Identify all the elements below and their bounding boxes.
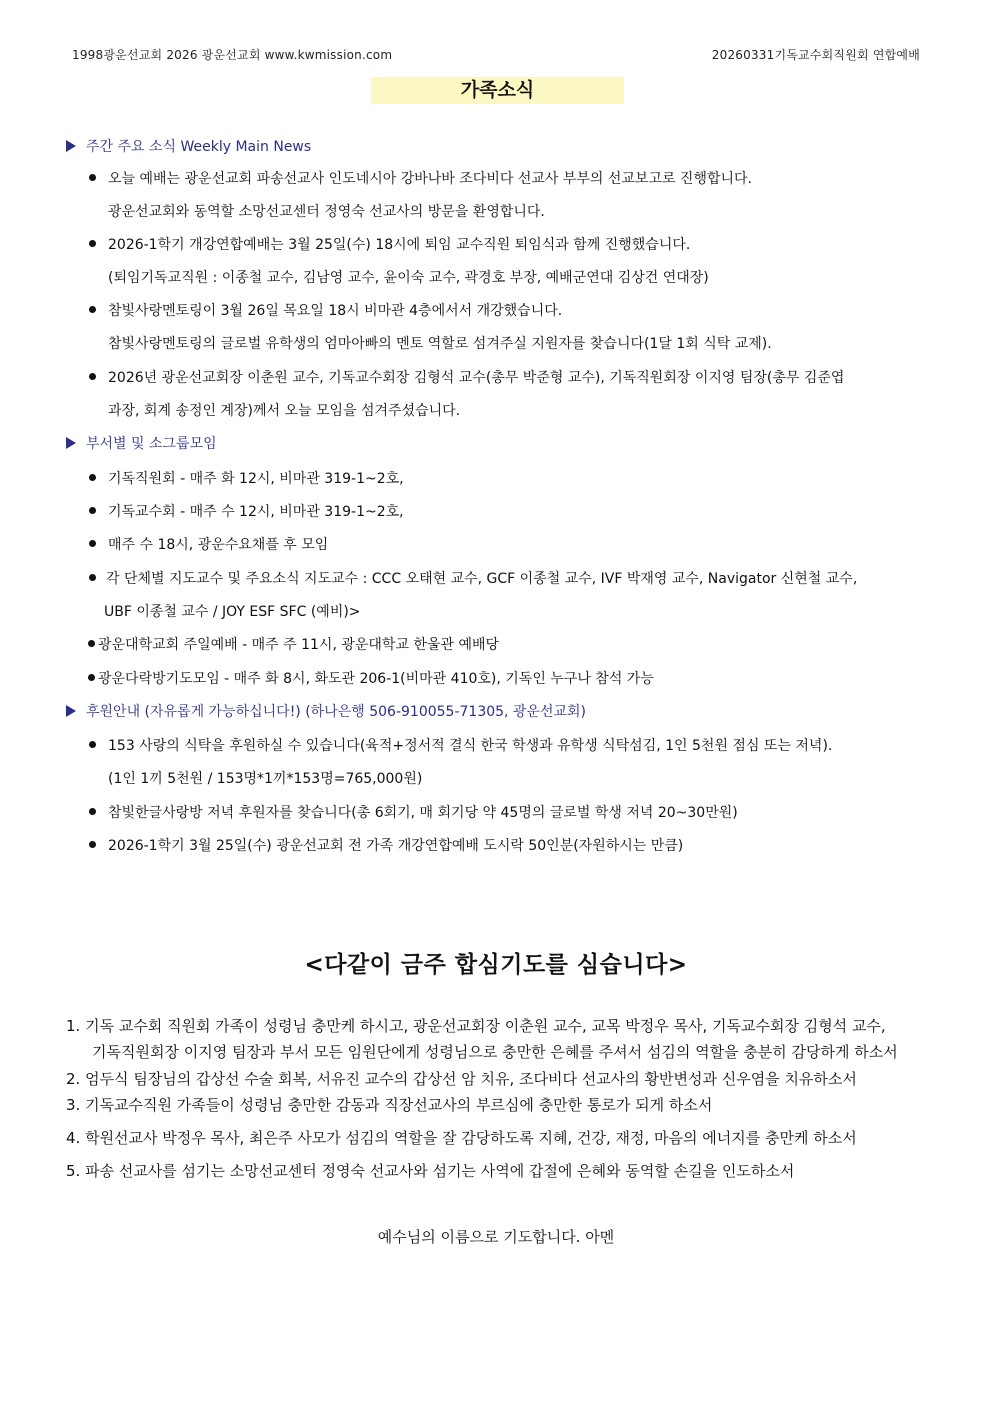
prayer-item-3: 3. 기독교수직원 가족들이 성령님 충만한 감동과 직장선교사의 부르심에 충만한 통로가 되게 하소서 [66,1096,713,1114]
prayer-item-5: 5. 파송 선교사를 섬기는 소망선교센터 정영숙 선교사와 섬기는 사역에 갑절에 은혜와 동역할 손길을 인도하소서 [66,1162,795,1180]
bullet-icon [89,540,96,547]
weekly-item-1-line2: 광운선교회와 동역할 소망선교센터 정영숙 선교사의 방문을 환영합니다. [108,204,545,220]
triangle-right-icon [66,705,76,717]
section-heading-weekly [66,136,311,156]
section-heading-label: 후원안내 (자유롭게 가능하십니다!) (하나은행 506-910055-71305, 광운선교회) [86,704,587,720]
weekly-item-4-line1: 2026년 광운선교회장 이춘원 교수, 기독교수회장 김형석 교수(총무 박준형 교수), 기독직원회장 이지영 팀장(총무 김준엽 [108,370,845,386]
prayer-item-2: 2. 엄두식 팀장님의 갑상선 수술 회복, 서유진 교수의 갑상선 암 치유, 조다비다 선교사의 황반변성과 신우염을 치유하소서 [66,1070,857,1088]
groups-item-3: 매주 수 18시, 광운수요채플 후 모임 [108,537,329,553]
weekly-item-2-line1: 2026-1학기 개강연합예배는 3월 25일(수) 18시에 퇴임 교수직원 퇴임식과 함께 진행했습니다. [108,237,691,253]
bullet-icon [89,574,96,581]
weekly-item-2-line2: (퇴임기독교직원 : 이종철 교수, 김남영 교수, 윤이숙 교수, 곽경호 부장, 예배군연대 김상건 연대장) [108,270,709,286]
triangle-right-icon [66,140,76,152]
weekly-item-3-line1: 참빛사랑멘토링이 3월 26일 목요일 18시 비마관 4층에서서 개강했습니다. [108,303,563,319]
bullet-icon [89,240,96,247]
page-title: 가족소식 [371,77,624,104]
bullet-icon [89,474,96,481]
weekly-item-4-line2: 과장, 회계 송정인 계장)께서 오늘 모임을 섬겨주셨습니다. [108,403,461,419]
bullet-icon [89,841,96,848]
prayer-item-1-line2: 기독직원회장 이지영 팀장과 부서 모든 임원단에게 성령님으로 충만한 은혜를 주셔서 섬김의 역할을 충분히 감당하게 하소서 [92,1043,898,1061]
section-heading-label: 부서별 및 소그룹모임 [86,436,217,452]
support-item-1-line1: 153 사랑의 식탁을 후원하실 수 있습니다(육적+정서적 결식 한국 학생과 유학생 식탁섬김, 1인 5천원 점심 또는 저녁). [108,738,833,754]
section-heading-support [66,701,586,721]
bullet-icon [89,174,96,181]
header-right-text: 20260331기독교수회직원회 연합예배 [711,48,920,62]
support-item-3: 2026-1학기 3월 25일(수) 광운선교회 전 가족 개강연합예배 도시락 50인분(자원하시는 만큼) [108,838,684,854]
groups-item-5: 광운대학교회 주일예배 - 매주 주 11시, 광운대학교 한울관 예배당 [98,637,500,653]
triangle-right-icon [66,437,76,449]
bullet-icon [89,306,96,313]
weekly-item-1-line1: 오늘 예배는 광운선교회 파송선교사 인도네시아 강바나바 조다비다 선교사 부부의 선교보고로 진행합니다. [108,171,753,187]
header-left-text: 1998광운선교회 2026 광운선교회 www.kwmission.com [72,48,393,62]
weekly-item-3-line2: 참빛사랑멘토링의 글로벌 유학생의 엄마아빠의 멘토 역할로 섬겨주실 지원자를 찾습니다(1달 1회 식탁 교제). [108,336,772,352]
bullet-icon [88,640,95,647]
groups-item-4-cont: UBF 이종철 교수 / JOY ESF SFC (예비)> [104,604,361,620]
bullet-icon [89,507,96,514]
bullet-icon [88,674,95,681]
support-item-2: 참빛한글사랑방 저녁 후원자를 찾습니다(총 6회기, 매 회기당 약 45명의 글로벌 학생 저녁 20~30만원) [108,805,738,821]
prayer-closing: 예수님의 이름으로 기도합니다. 아멘 [377,1228,615,1246]
section-heading-label: 주간 주요 소식 Weekly Main News [86,139,312,155]
groups-item-6: 광운다락방기도모임 - 매주 화 8시, 화도관 206-1(비마관 410호), 기독인 누구나 참석 가능 [98,671,654,687]
prayer-item-4: 4. 학원선교사 박정우 목사, 최은주 사모가 섬김의 역할을 잘 감당하도록 지혜, 건강, 재정, 마음의 에너지를 충만케 하소서 [66,1129,857,1147]
prayer-title: <다같이 금주 합심기도를 심습니다> [304,952,688,978]
bullet-icon [89,741,96,748]
support-item-1-line2: (1인 1끼 5천원 / 153명*1끼*153명=765,000원) [108,771,423,787]
groups-item-2: 기독교수회 - 매주 수 12시, 비마관 319-1~2호, [108,504,404,520]
bullet-icon [89,373,96,380]
bullet-icon [89,808,96,815]
groups-item-4: 각 단체별 지도교수 및 주요소식 지도교수 : CCC 오태현 교수, GCF 이종철 교수, IVF 박재영 교수, Navigator 신현철 교수, [106,571,858,587]
section-heading-groups [66,433,217,453]
groups-item-1: 기독직원회 - 매주 화 12시, 비마관 319-1~2호, [108,471,404,487]
prayer-item-1-line1: 1. 기독 교수회 직원회 가족이 성령님 충만케 하시고, 광운선교회장 이춘원 교수, 교목 박정우 목사, 기독교수회장 김형석 교수, [66,1017,886,1035]
